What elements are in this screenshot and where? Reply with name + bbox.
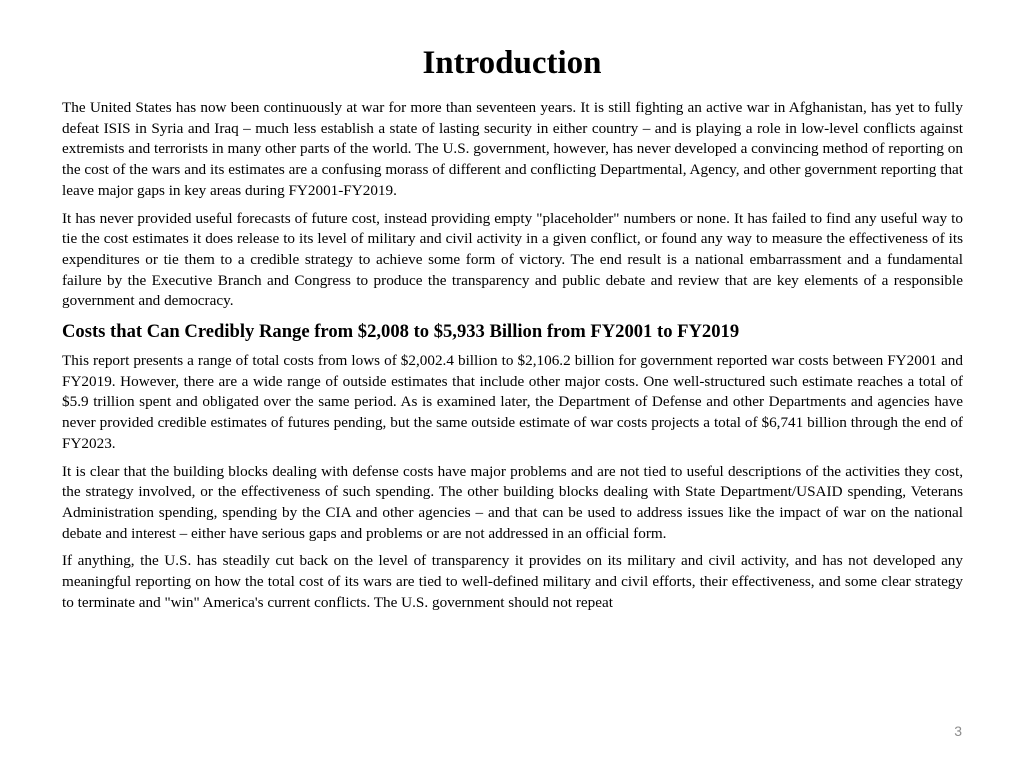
section-heading: Costs that Can Credibly Range from $2,008 to $5,933 Billion from FY2001 to FY2019 (62, 321, 740, 343)
paragraph-costs-3: If anything, the U.S. has steadily cut back on the level of transparency it provides on its military and civil activity, and has not developed any meaningful reporting on how the total cost of its wars are tied to well-defined military and civil efforts, their effectiveness, and some clear strategy to terminate and "win" America's current conflicts. The U.S. government should not repeat (62, 552, 963, 611)
paragraph-costs-2: It is clear that the building blocks dealing with defense costs have major problems and are not tied to useful descriptions of the activities they cost, the strategy involved, or the effectiveness of such spending. The other building blocks dealing with State Department/USAID spending, Veterans Administration spending, spending by the CIA and other agencies – and that can be used to address issues like the impact of war on the national debate and interest – either have serious gaps and problems or are not addressed in an official form. (62, 462, 963, 542)
paragraph-intro-2: It has never provided useful forecasts of future cost, instead providing empty "placeholder" numbers or none. It has failed to find any useful way to tie the cost estimates it does release to its level of military and civil activity in a given conflict, or found any way to measure the effectiveness of its expenditures or tie them to a credible strategy to achieve some form of victory. The end result is a national embarrassment and a fundamental failure by the Executive Branch and Congress to produce the transparency and public debate and review that are key elements of a responsible government and democracy. (62, 209, 963, 310)
page-title: Introduction (422, 45, 602, 81)
paragraph-intro-1: The United States has now been continuously at war for more than seventeen years. It is still fighting an active war in Afghanistan, has yet to fully defeat ISIS in Syria and Iraq – much less establish a state of lasting security in either country – and is playing a role in low-level conflicts against extremists and terrorists in many other parts of the world. The U.S. government, however, has never developed a convincing method of reporting on the cost of the wars and its estimates are a confusing morass of different and conflicting Departmental, Agency, and other government reporting that leave major gaps in key areas during FY2001-FY2019. (62, 99, 963, 199)
paragraph-costs-1: This report presents a range of total costs from lows of $2,002.4 billion to $2,106.2 billion for government reported war costs between FY2001 and FY2019. However, there are a wide range of outside estimates that include other major costs. One well-structured such estimate reaches a total of $5.9 trillion spent and obligated over the same period. As is examined later, the Department of Defense and other Departments and agencies have never provided credible estimates of futures pending, but the same outside estimate of war costs projects a total of $6,741 billion through the end of FY2023. (62, 352, 963, 452)
slide-body (62, 98, 963, 620)
page-number: 3 (954, 723, 962, 739)
